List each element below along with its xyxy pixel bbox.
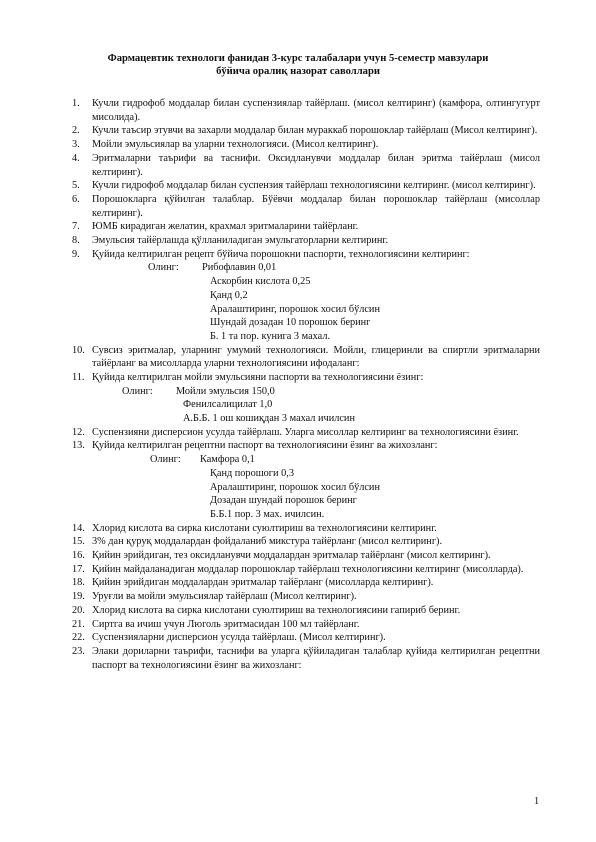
item-number: 13. [72,440,85,452]
list-item [72,576,540,590]
item-text: Кучли гидрофоб моддалар билан суспензиялар тайёрлаш. (мисол келтиринг) (камфора, олтингугурт мисолида). [92,98,540,123]
list-item [72,97,540,124]
item-text: Эритмаларни таърифи ва таснифи. Оксидланувчи моддалар билан эритма тайёрлаш (мисол келтиринг). [92,152,540,178]
item-number: 4. [72,152,80,164]
recipe-line [72,303,540,317]
recipe-line [72,385,540,399]
item-number: 2. [72,125,80,137]
item-number: 18. [72,577,85,589]
item-text: Элаки дориларни таърифи, таснифи ва уларга қўйиладиган талаблар қуйида келтирилган рецептни паспорт ва технологиясини ёзинг ва жихозланг: [92,645,540,671]
recipe-instruction: Дозадан шундай порошок беринг [210,495,357,507]
item-number: 15. [72,536,85,548]
recipe-line [72,330,540,344]
recipe-instruction: Б. 1 та пор. кунига 3 махал. [210,330,331,342]
item-text: Хлорид кислота ва сирка кислотани суюлтириш ва технологиясини гапириб беринг. [92,604,461,616]
list-item [72,426,540,440]
title-line-2: бўйича оралиқ назорат саволлари [216,66,380,77]
recipe-instruction: Аралаштиринг, порошок хосил бўлсин [210,303,380,315]
list-item [72,179,540,193]
recipe-line [72,412,540,426]
item-number: 3. [72,139,80,151]
item-text: Эмульсия тайёрлашда қўлланиладиган эмульгаторларни келтиринг. [92,235,389,247]
item-number: 14. [72,522,85,534]
recipe-take-label: Олинг: [148,262,179,274]
recipe-line [72,398,540,412]
recipe-line [72,508,540,522]
recipe-ingredient: Рибофлавин 0,01 [202,262,277,274]
item-number: 8. [72,235,80,247]
list-item [72,439,540,453]
item-text: Суспензияларни дисперсион усулда тайёрлаш. (Мисол келтиринг). [92,632,386,644]
item-text: Порошокларга қўйилган талаблар. Бўёвчи моддалар билан порошоклар тайёрлаш (мисоллар келтиринг). [92,193,540,219]
item-text: 3% дан қуруқ моддалардан фойдаланиб микстура тайёрланг (мисол келтиринг). [92,536,443,548]
item-text: Сиртга ва ичиш учун Люголь эритмасидан 100 мл тайёрланг. [92,618,360,630]
recipe-ingredient: Қанд 0,2 [210,289,248,301]
recipe-line [72,494,540,508]
item-text: Хлорид кислота ва сирка кислотани суюлтириш ва технологиясини келтиринг. [92,522,437,534]
recipe-line [72,261,540,275]
item-number: 21. [72,618,85,630]
list-item [72,549,540,563]
list-item [72,124,540,138]
item-number: 6. [72,193,80,205]
item-text: Сувсиз эритмалар, уларнинг умумий технологияси. Мойли, глицеринли ва спиртли эритмаларни тайёрланг ва мисолларда уларни технологиясини ифодаланг: [92,344,540,370]
item-number: 1. [72,98,80,109]
item-number: 16. [72,549,85,561]
list-item [72,522,540,536]
recipe-ingredient: Мойли эмульсия 150,0 [176,385,275,397]
item-text: Қуйида келтирилган рецептни паспорт ва технологиясини ёзинг ва жихозланг: [92,440,438,452]
item-number: 9. [72,248,80,260]
list-item [72,220,540,234]
recipe-instruction: А.Б.Б. 1 ош кошиқдан 3 махал ичилсин [183,413,355,425]
item-text: Қийин эрийдиган, тез оксидланувчи моддалардан эритмалар тайёрланг (мисол келтиринг). [92,549,491,561]
recipe-ingredient: Фенилсалицилат 1,0 [183,399,273,411]
item-number: 23. [72,645,85,657]
item-text: Қуйида келтирилган рецепт бўйича порошокни паспорти, технологиясини келтиринг: [92,248,470,260]
recipe-instruction: Шундай дозадан 10 порошок беринг [210,317,371,329]
item-number: 7. [72,221,80,233]
item-number: 20. [72,604,85,616]
item-number: 12. [72,426,85,438]
list-item [72,535,540,549]
recipe-line [72,453,540,467]
recipe-line [72,467,540,481]
item-text: Суспензияни дисперсион усулда тайёрлаш. Уларга мисоллар келтиринг ва технологиясини ёзинг. [92,426,519,438]
list-item [72,631,540,645]
list-item [72,604,540,618]
item-text: Кучли таъсир этувчи ва захарли моддалар билан мураккаб порошоклар тайёрлаш (Мисол келтиринг). [92,125,538,137]
recipe-line [72,481,540,495]
recipe-take-label: Олинг: [122,385,153,397]
item-text: Қийин майдаланадиган моддалар порошоклар тайёрлаш технологиясини келтиринг (мисолларда). [92,563,524,575]
item-number: 22. [72,632,85,644]
list-item [72,138,540,152]
recipe-take-label: Олинг: [150,454,181,466]
item-text: Уруғли ва мойли эмульсиялар тайёрлаш (Мисол келтиринг). [92,591,357,603]
item-text: Мойли эмульсиялар ва уларни технологияси. (Мисол келтиринг). [92,139,379,151]
document-title [60,52,536,78]
list-item [72,234,540,248]
question-list [72,97,540,672]
item-number: 17. [72,563,85,575]
item-text: Қийин эрийдиган моддалардан эритмалар тайёрланг (мисолларда келтиринг). [92,577,434,589]
item-number: 5. [72,180,80,192]
recipe-line [72,289,540,303]
list-item [72,618,540,632]
list-item [72,193,540,220]
recipe-ingredient: Қанд порошоги 0,3 [210,467,294,479]
item-number: 10. [72,344,85,356]
item-number: 19. [72,591,85,603]
recipe-instruction: Аралаштиринг, порошок хосил бўлсин [210,481,380,493]
list-item [72,248,540,262]
item-number: 11. [72,371,85,383]
recipe-line [72,275,540,289]
list-item [72,152,540,179]
item-text: Кучли гидрофоб моддалар билан суспензия тайёрлаш технологиясини келтиринг. (мисол келтиринг). [92,180,536,192]
recipe-ingredient: Камфора 0,1 [200,454,255,466]
list-item [72,590,540,604]
item-text: ЮМБ кирадиган желатин, крахмал эритмаларини тайёрланг. [92,221,359,233]
list-item [72,344,540,371]
list-item [72,645,540,672]
list-item [72,563,540,577]
page-number: 1 [534,796,540,807]
recipe-instruction: Б.Б.1 пор. 3 мах. ичилсин. [210,508,325,520]
item-text: Қуйида келтирилган мойли эмульсияни паспорти ва технологиясини ёзинг: [92,371,424,383]
recipe-ingredient: Аскорбин кислота 0,25 [210,276,311,288]
recipe-line [72,316,540,330]
title-line-1: Фармацевтик технологи фанидан 3-курс талабалари учун 5-семестр мавзулари [107,53,489,64]
list-item [72,371,540,385]
